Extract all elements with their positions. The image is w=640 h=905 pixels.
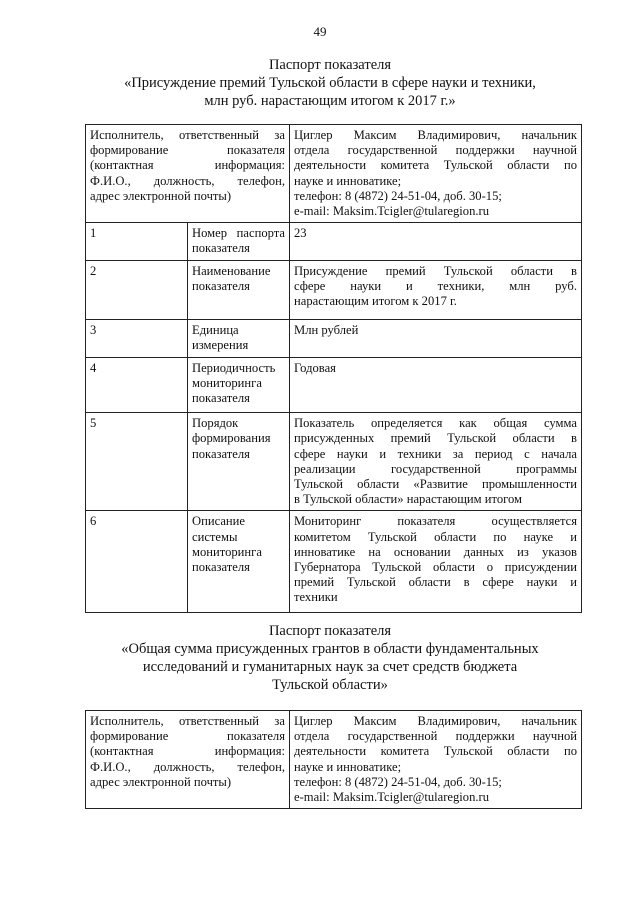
row-value-line: присужденных премий Тульской области в bbox=[294, 431, 577, 446]
table-row bbox=[86, 223, 582, 260]
row-value-line: сфере науки и техники, млн руб. bbox=[294, 278, 577, 293]
table-row bbox=[86, 320, 582, 357]
row-value-line: в Тульской области» нарастающим итогом bbox=[294, 492, 522, 507]
row-value bbox=[290, 413, 582, 511]
row-number: 2 bbox=[86, 260, 188, 320]
passport-1-heading: Паспорт показателя bbox=[268, 57, 392, 73]
executor-value-line: отдела государственной поддержки научной bbox=[294, 143, 577, 158]
row-label-line: Описание системы bbox=[192, 514, 245, 544]
row-label-line: показателя bbox=[192, 446, 250, 461]
executor-value-line: деятельности комитета Тульской области по bbox=[294, 744, 577, 759]
row-value-line: Присуждение премий Тульской области в bbox=[294, 263, 577, 278]
table-row bbox=[86, 357, 582, 413]
row-value-line: комитетом Тульской области по науке и bbox=[294, 529, 577, 544]
row-label-line: Наименование показателя bbox=[192, 263, 271, 293]
row-value-line: Мониторинг показателя осуществляется bbox=[294, 514, 577, 529]
row-number: 3 bbox=[86, 320, 188, 357]
executor-label-line: Ф.И.О., должность, телефон, bbox=[90, 759, 285, 774]
row-value-line: Годовая bbox=[294, 360, 336, 375]
executor-value-line: Циглер Максим Владимирович, начальник bbox=[294, 714, 577, 728]
executor-value bbox=[290, 125, 582, 223]
row-label bbox=[188, 223, 290, 260]
executor-value-line: телефон: 8 (4872) 24-51-04, доб. 30-15; bbox=[294, 774, 502, 789]
executor-label-line: Исполнитель, ответственный за bbox=[90, 128, 285, 142]
row-value bbox=[290, 511, 582, 612]
executor-label-line: формирование показателя bbox=[90, 729, 285, 744]
row-label-line: Единица измерения bbox=[192, 323, 249, 353]
row-value bbox=[290, 223, 582, 260]
passport-2-heading: Паспорт показателя bbox=[268, 623, 392, 639]
executor-label-line: Ф.И.О., должность, телефон, bbox=[90, 173, 285, 188]
executor-label-line: адрес электронной почты) bbox=[90, 188, 232, 203]
row-value-line: премий Тульской области в сфере науки и bbox=[294, 575, 577, 590]
row-number: 4 bbox=[86, 357, 188, 413]
table-row bbox=[86, 260, 582, 320]
row-value bbox=[290, 320, 582, 357]
executor-value-line: науке и инноватике; bbox=[294, 173, 402, 188]
row-label-line: Периодичность bbox=[192, 360, 276, 375]
row-value-line: нарастающим итогом к 2017 г. bbox=[294, 294, 457, 309]
passport-1-table bbox=[85, 124, 582, 613]
row-value-line: Млн рублей bbox=[294, 323, 359, 338]
row-label bbox=[188, 511, 290, 612]
passport-2-title bbox=[60, 622, 600, 694]
passport-2-subtitle-line-1: «Общая сумма присужденных грантов в области фундаментальных bbox=[121, 641, 539, 657]
executor-label bbox=[86, 125, 290, 223]
row-label-line: мониторинга показателя bbox=[192, 375, 262, 406]
executor-label-line: (контактная информация: bbox=[90, 744, 285, 759]
executor-value-line: науке и инноватике; bbox=[294, 759, 402, 774]
row-number: 5 bbox=[86, 413, 188, 511]
executor-row bbox=[86, 711, 582, 809]
page-number: 49 bbox=[313, 24, 327, 39]
executor-label bbox=[86, 711, 290, 809]
executor-row bbox=[86, 125, 582, 223]
table-row bbox=[86, 413, 582, 511]
passport-2-subtitle-line-2: исследований и гуманитарных наук за счет средств бюджета bbox=[142, 659, 518, 675]
passport-2-table bbox=[85, 710, 582, 809]
passport-1-title bbox=[60, 56, 600, 110]
executor-value bbox=[290, 711, 582, 809]
table-row bbox=[86, 511, 582, 612]
row-label bbox=[188, 260, 290, 320]
executor-value-line: телефон: 8 (4872) 24-51-04, доб. 30-15; bbox=[294, 188, 502, 203]
row-label bbox=[188, 320, 290, 357]
row-value-line: техники bbox=[294, 590, 338, 605]
row-value bbox=[290, 260, 582, 320]
executor-label-line: Исполнитель, ответственный за bbox=[90, 714, 285, 728]
row-value-line: 23 bbox=[294, 226, 307, 241]
row-value-line: Губернатора Тульской области о присуждении bbox=[294, 560, 577, 575]
row-number: 6 bbox=[86, 511, 188, 612]
row-label-line: Номер паспорта показателя bbox=[192, 226, 285, 256]
executor-label-line: адрес электронной почты) bbox=[90, 774, 232, 789]
executor-value-line: Циглер Максим Владимирович, начальник bbox=[294, 128, 577, 142]
passport-1-subtitle-line-1: «Присуждение премий Тульской области в сфере науки и техники, bbox=[124, 75, 536, 91]
row-value-line: сфере науки и техники за период с начала bbox=[294, 446, 577, 461]
executor-label-line: формирование показателя bbox=[90, 143, 285, 158]
row-value-line: Показатель определяется как общая сумма bbox=[294, 416, 577, 431]
passport-2-subtitle-line-3: Тульской области» bbox=[272, 677, 388, 693]
row-value-line: Тульской области «Развитие промышленности bbox=[294, 477, 577, 492]
row-label-line: Порядок формирования bbox=[192, 416, 271, 446]
executor-email[interactable]: e-mail: Maksim.Tcigler@tularegion.ru bbox=[294, 204, 490, 219]
row-label bbox=[188, 357, 290, 413]
passport-1-subtitle-line-2: млн руб. нарастающим итогом к 2017 г.» bbox=[204, 93, 456, 109]
row-label bbox=[188, 413, 290, 511]
row-number: 1 bbox=[86, 223, 188, 260]
executor-email[interactable]: e-mail: Maksim.Tcigler@tularegion.ru bbox=[294, 790, 490, 805]
row-value-line: реализации государственной программы bbox=[294, 461, 577, 476]
executor-value-line: деятельности комитета Тульской области по bbox=[294, 158, 577, 173]
row-label-line: мониторинга показателя bbox=[192, 544, 262, 575]
row-value bbox=[290, 357, 582, 413]
row-value-line: инноватике на основании данных из указов bbox=[294, 544, 577, 559]
executor-label-line: (контактная информация: bbox=[90, 158, 285, 173]
executor-value-line: отдела государственной поддержки научной bbox=[294, 729, 577, 744]
